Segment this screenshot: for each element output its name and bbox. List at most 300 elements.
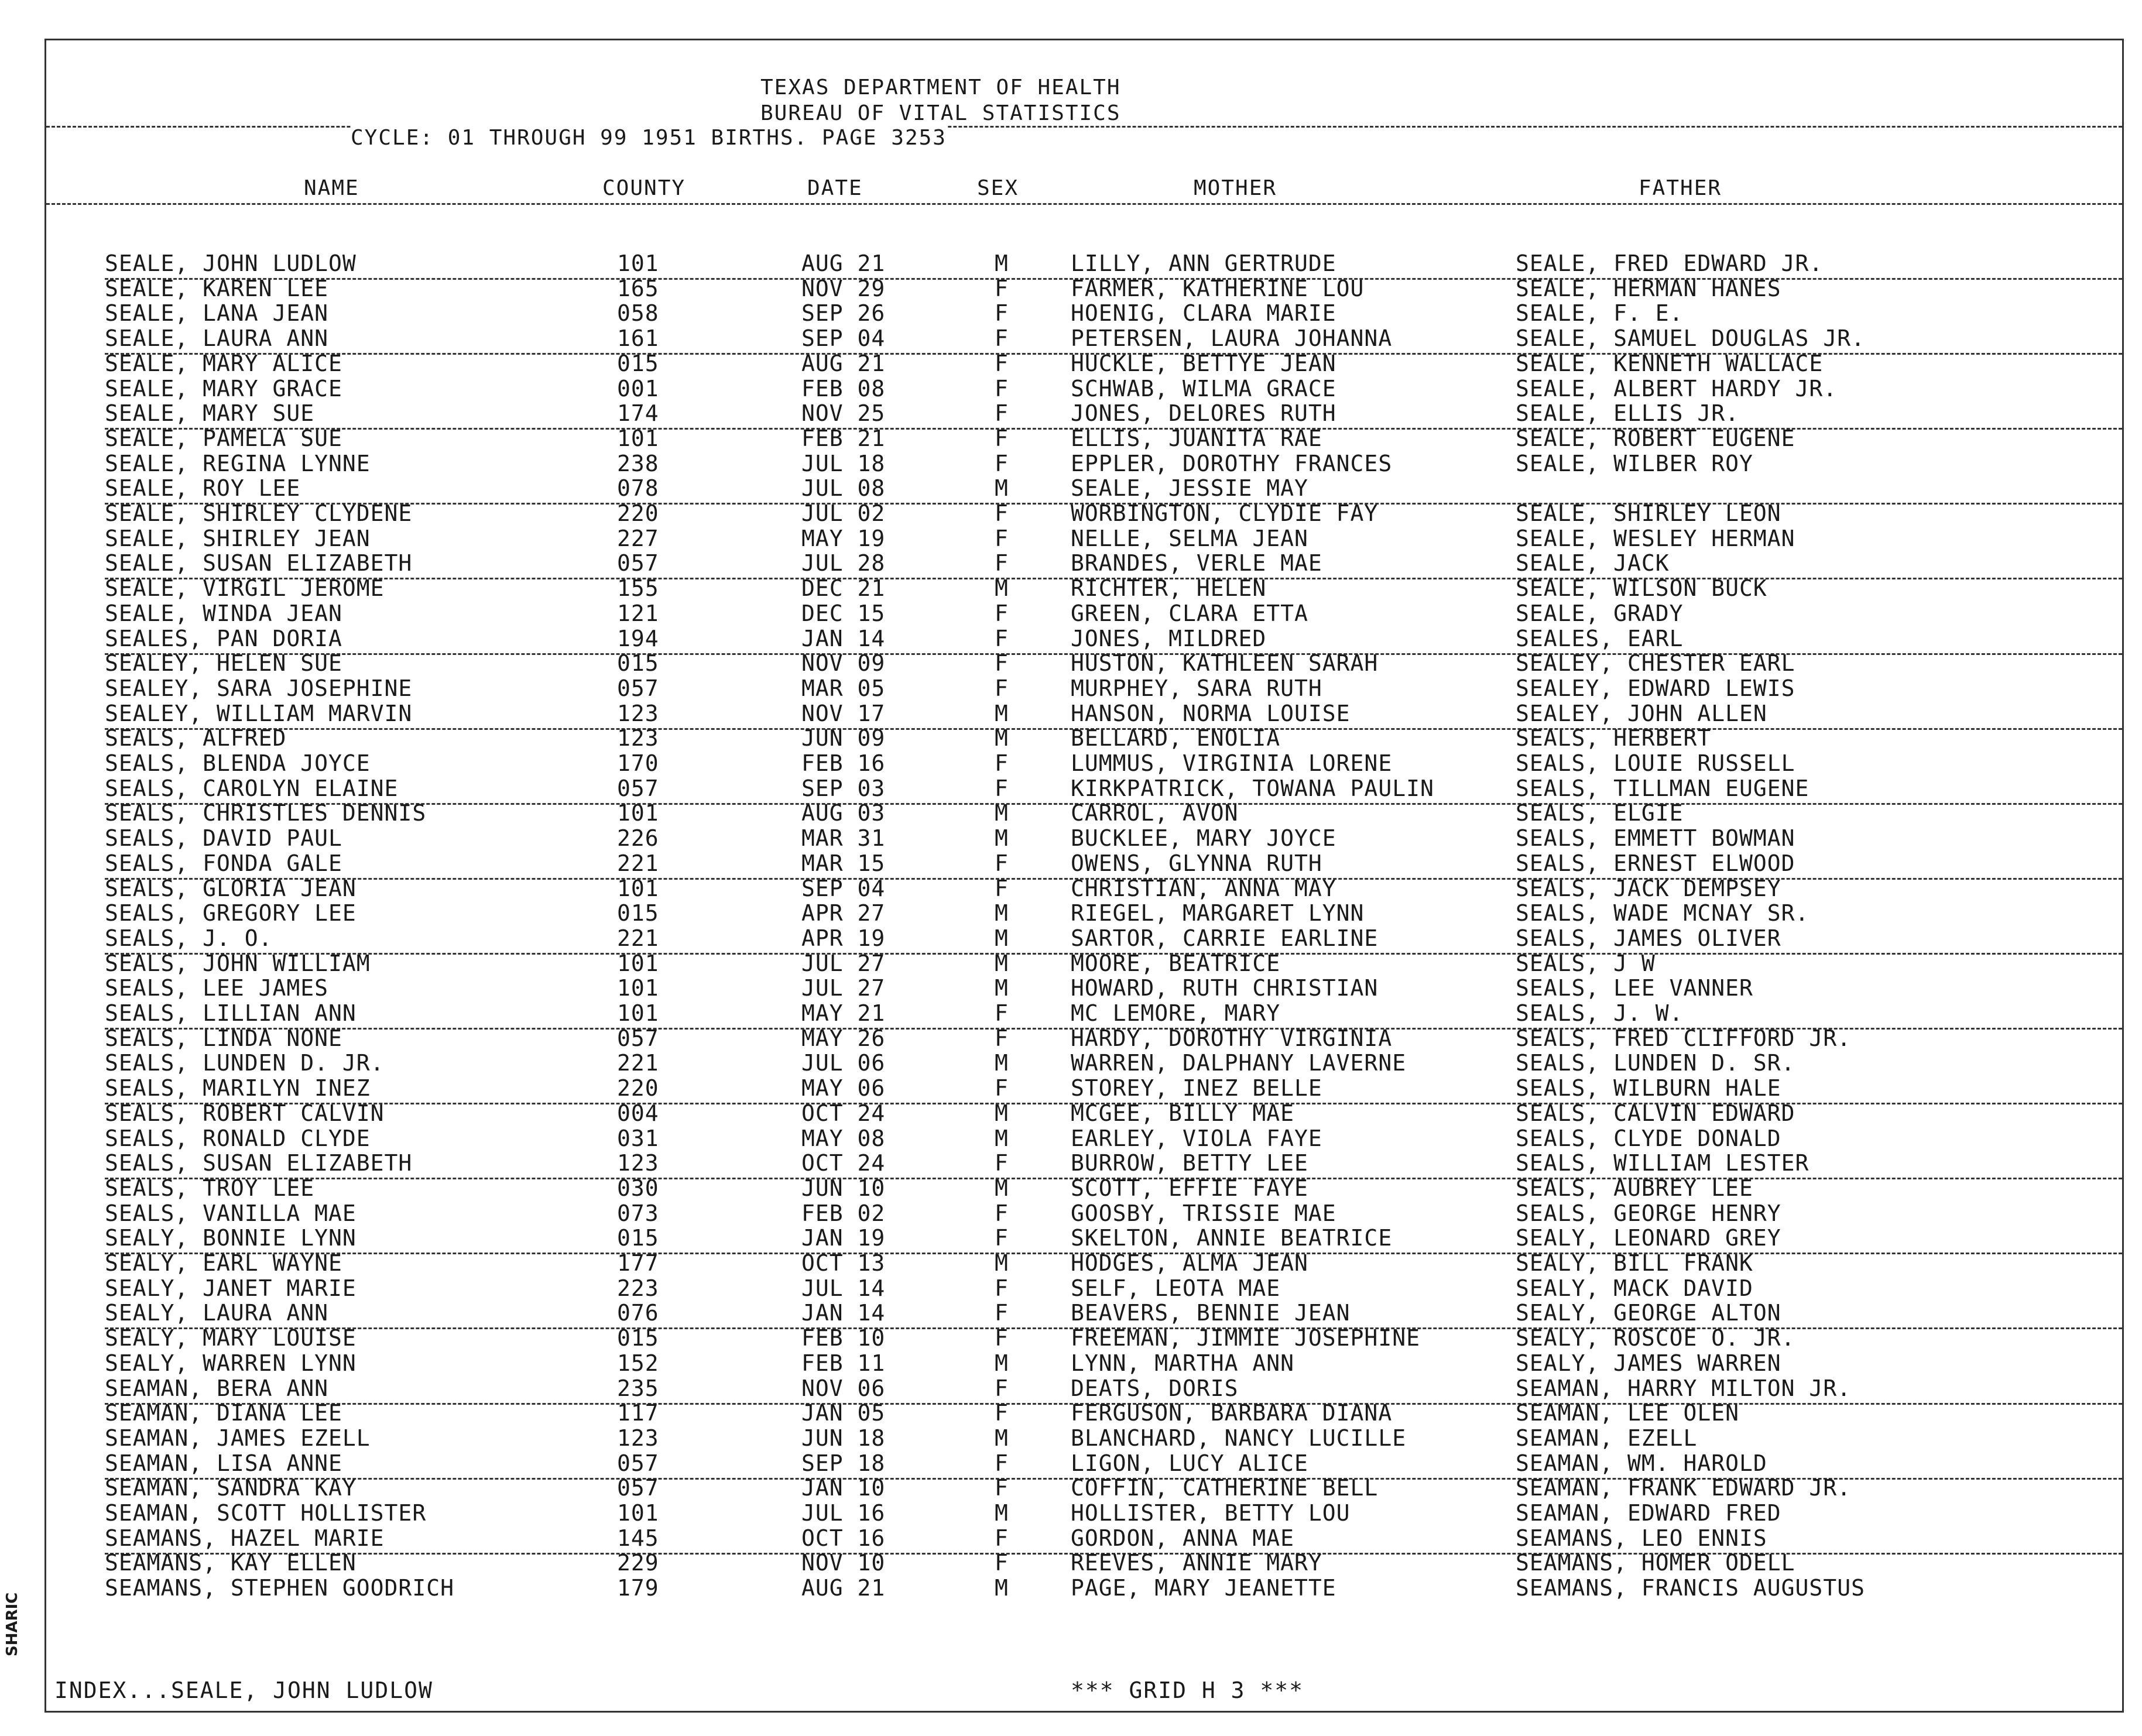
row-date: JUL 14 bbox=[801, 1275, 886, 1301]
column-header-name: NAME bbox=[304, 176, 359, 200]
row-mother: BELLARD, ENOLIA bbox=[1071, 725, 1281, 752]
row-county: 057 bbox=[617, 1450, 659, 1476]
row-mother: LIGON, LUCY ALICE bbox=[1071, 1450, 1308, 1476]
table-row bbox=[46, 502, 2122, 527]
row-mother: MCGEE, BILLY MAE bbox=[1071, 1100, 1295, 1126]
row-mother: GORDON, ANNA MAE bbox=[1071, 1525, 1295, 1551]
row-date: JAN 05 bbox=[801, 1400, 886, 1426]
table-row bbox=[46, 375, 2122, 403]
row-sex: F bbox=[995, 675, 1009, 701]
row-name: SEAMAN, JAMES EZELL bbox=[105, 1425, 371, 1451]
row-sex: F bbox=[995, 600, 1009, 626]
row-date: FEB 16 bbox=[801, 750, 886, 776]
table-row bbox=[46, 1127, 2122, 1152]
row-county: 161 bbox=[617, 325, 659, 352]
table-row bbox=[46, 1002, 2122, 1027]
row-date: SEP 04 bbox=[801, 325, 886, 352]
row-sex: F bbox=[995, 1400, 1009, 1426]
row-county: 101 bbox=[617, 950, 659, 976]
row-name: SEALE, LAURA ANN bbox=[105, 325, 329, 352]
table-row bbox=[46, 302, 2122, 327]
row-sex: M bbox=[995, 251, 1009, 276]
row-name: SEALS, MARILYN INEZ bbox=[105, 1075, 371, 1102]
row-sex: M bbox=[995, 1250, 1009, 1276]
row-mother: JONES, DELORES RUTH bbox=[1071, 400, 1336, 427]
table-row bbox=[46, 1327, 2122, 1352]
row-mother: GOOSBY, TRISSIE MAE bbox=[1071, 1200, 1336, 1226]
row-mother: SELF, LEOTA MAE bbox=[1071, 1275, 1281, 1301]
row-county: 117 bbox=[617, 1400, 659, 1426]
row-name: SEAMAN, LISA ANNE bbox=[105, 1450, 342, 1476]
row-sex: M bbox=[995, 725, 1009, 752]
table-row bbox=[46, 1052, 2122, 1077]
row-father: SEALE, JACK bbox=[1516, 550, 1670, 577]
row-father: SEALS, LOUIE RUSSELL bbox=[1516, 750, 1795, 776]
row-name: SEALS, SUSAN ELIZABETH bbox=[105, 1150, 413, 1176]
row-county: 001 bbox=[617, 375, 659, 402]
row-mother: SCOTT, EFFIE FAYE bbox=[1071, 1175, 1308, 1201]
table-row bbox=[46, 877, 2122, 903]
table-row bbox=[46, 1552, 2122, 1577]
row-name: SEALE, PAMELA SUE bbox=[105, 425, 342, 451]
table-row bbox=[46, 1502, 2122, 1527]
row-name: SEALS, VANILLA MAE bbox=[105, 1200, 357, 1226]
row-name: SEALS, LUNDEN D. JR. bbox=[105, 1050, 385, 1076]
column-header-mother: MOTHER bbox=[1194, 176, 1277, 200]
table-row bbox=[46, 727, 2122, 752]
row-father: SEALS, TILLMAN EUGENE bbox=[1516, 775, 1809, 801]
row-date: DEC 15 bbox=[801, 600, 886, 626]
row-father: SEALE, F. E. bbox=[1516, 300, 1684, 327]
row-date: NOV 25 bbox=[801, 400, 886, 427]
row-father: SEAMAN, WM. HAROLD bbox=[1516, 1450, 1767, 1476]
table-row bbox=[46, 977, 2122, 1002]
row-mother: DEATS, DORIS bbox=[1071, 1375, 1239, 1401]
table-row bbox=[46, 1152, 2122, 1177]
table-row bbox=[46, 902, 2122, 927]
row-county: 179 bbox=[617, 1575, 659, 1601]
row-county: 123 bbox=[617, 1425, 659, 1451]
row-mother: WARREN, DALPHANY LAVERNE bbox=[1071, 1050, 1407, 1076]
row-county: 155 bbox=[617, 575, 659, 602]
row-mother: REEVES, ANNIE MARY bbox=[1071, 1550, 1322, 1576]
row-name: SEAMANS, STEPHEN GOODRICH bbox=[105, 1575, 454, 1601]
row-county: 121 bbox=[617, 600, 659, 626]
row-mother: FERGUSON, BARBARA DIANA bbox=[1071, 1400, 1393, 1426]
row-name: SEALEY, WILLIAM MARVIN bbox=[105, 700, 413, 726]
row-father: SEALE, WESLEY HERMAN bbox=[1516, 525, 1795, 551]
row-mother: BLANCHARD, NANCY LUCILLE bbox=[1071, 1425, 1407, 1451]
row-name: SEALY, LAURA ANN bbox=[105, 1300, 329, 1326]
row-date: FEB 08 bbox=[801, 375, 886, 402]
row-county: 101 bbox=[617, 975, 659, 1001]
row-father: SEALS, CLYDE DONALD bbox=[1516, 1125, 1781, 1151]
row-county: 123 bbox=[617, 700, 659, 726]
row-date: JUL 27 bbox=[801, 950, 886, 976]
column-header-date: DATE bbox=[807, 176, 863, 200]
table-row bbox=[46, 702, 2122, 728]
row-date: JAN 14 bbox=[801, 1300, 886, 1326]
row-county: 078 bbox=[617, 475, 659, 502]
row-county: 101 bbox=[617, 425, 659, 451]
row-county: 057 bbox=[617, 1025, 659, 1051]
table-row bbox=[46, 1252, 2122, 1277]
row-sex: F bbox=[995, 750, 1009, 776]
row-county: 101 bbox=[617, 1000, 659, 1026]
row-father: SEALS, LEE VANNER bbox=[1516, 975, 1753, 1001]
table-row bbox=[46, 852, 2122, 877]
row-name: SEAMAN, SANDRA KAY bbox=[105, 1475, 357, 1501]
row-sex: F bbox=[995, 1325, 1009, 1351]
row-date: JAN 19 bbox=[801, 1225, 886, 1251]
row-mother: STOREY, INEZ BELLE bbox=[1071, 1075, 1322, 1102]
row-father: SEALS, EMMETT BOWMAN bbox=[1516, 825, 1795, 852]
table-row bbox=[46, 577, 2122, 602]
row-county: 057 bbox=[617, 675, 659, 701]
column-header-sex: SEX bbox=[977, 176, 1019, 200]
row-father: SEALS, JACK DEMPSEY bbox=[1516, 875, 1781, 901]
row-mother: MC LEMORE, MARY bbox=[1071, 1000, 1281, 1026]
row-mother: CHRISTIAN, ANNA MAY bbox=[1071, 875, 1336, 901]
row-county: 177 bbox=[617, 1250, 659, 1276]
row-name: SEALS, FONDA GALE bbox=[105, 850, 342, 876]
row-father: SEALY, MACK DAVID bbox=[1516, 1275, 1753, 1301]
row-date: JUL 08 bbox=[801, 475, 886, 502]
row-father: SEALS, JAMES OLIVER bbox=[1516, 925, 1781, 951]
row-mother: GREEN, CLARA ETTA bbox=[1071, 600, 1308, 626]
row-sex: M bbox=[995, 475, 1009, 502]
table-row bbox=[46, 952, 2122, 977]
row-sex: M bbox=[995, 800, 1009, 826]
row-sex: M bbox=[995, 950, 1009, 976]
row-mother: HOLLISTER, BETTY LOU bbox=[1071, 1500, 1351, 1526]
table-row bbox=[46, 1577, 2122, 1602]
footer-index: INDEX...SEALE, JOHN LUDLOW bbox=[54, 1677, 433, 1703]
row-father: SEALS, LUNDEN D. SR. bbox=[1516, 1050, 1795, 1076]
row-sex: F bbox=[995, 325, 1009, 352]
row-father: SEALEY, EDWARD LEWIS bbox=[1516, 675, 1795, 701]
table-row bbox=[46, 252, 2122, 277]
row-sex: F bbox=[995, 375, 1009, 402]
row-father: SEAMAN, HARRY MILTON JR. bbox=[1516, 1375, 1852, 1401]
row-county: 229 bbox=[617, 1550, 659, 1576]
table-row bbox=[46, 1477, 2122, 1502]
row-father: SEALE, WILBER ROY bbox=[1516, 450, 1753, 476]
column-header-rule bbox=[46, 203, 2122, 205]
row-date: OCT 13 bbox=[801, 1250, 886, 1276]
row-name: SEALS, DAVID PAUL bbox=[105, 825, 342, 852]
row-mother: KIRKPATRICK, TOWANA PAULIN bbox=[1071, 775, 1434, 801]
row-name: SEALY, WARREN LYNN bbox=[105, 1350, 357, 1376]
row-date: SEP 26 bbox=[801, 300, 886, 327]
row-name: SEALES, PAN DORIA bbox=[105, 625, 342, 651]
row-mother: NELLE, SELMA JEAN bbox=[1071, 525, 1308, 551]
row-mother: HODGES, ALMA JEAN bbox=[1071, 1250, 1308, 1276]
row-name: SEALE, VIRGIL JEROME bbox=[105, 575, 385, 602]
row-father: SEAMANS, HOMER ODELL bbox=[1516, 1550, 1795, 1576]
row-name: SEALY, BONNIE LYNN bbox=[105, 1225, 357, 1251]
row-mother: PAGE, MARY JEANETTE bbox=[1071, 1575, 1336, 1601]
row-date: NOV 29 bbox=[801, 275, 886, 301]
row-county: 235 bbox=[617, 1375, 659, 1401]
row-father: SEALS, GEORGE HENRY bbox=[1516, 1200, 1781, 1226]
document-sheet bbox=[44, 39, 2124, 1713]
row-father: SEAMAN, EDWARD FRED bbox=[1516, 1500, 1781, 1526]
row-sex: M bbox=[995, 900, 1009, 927]
row-sex: M bbox=[995, 1575, 1009, 1601]
table-row bbox=[46, 552, 2122, 577]
row-sex: M bbox=[995, 975, 1009, 1001]
table-row bbox=[46, 1077, 2122, 1102]
row-date: FEB 10 bbox=[801, 1325, 886, 1351]
row-date: NOV 17 bbox=[801, 700, 886, 726]
row-father: SEALEY, CHESTER EARL bbox=[1516, 650, 1795, 677]
row-sex: F bbox=[995, 1025, 1009, 1051]
row-date: AUG 03 bbox=[801, 800, 886, 826]
row-date: MAY 08 bbox=[801, 1125, 886, 1151]
row-mother: SKELTON, ANNIE BEATRICE bbox=[1071, 1225, 1393, 1251]
row-father: SEALS, AUBREY LEE bbox=[1516, 1175, 1753, 1201]
row-county: 030 bbox=[617, 1175, 659, 1201]
row-name: SEAMAN, BERA ANN bbox=[105, 1375, 329, 1401]
row-name: SEAMANS, KAY ELLEN bbox=[105, 1550, 357, 1576]
row-county: 226 bbox=[617, 825, 659, 852]
row-county: 152 bbox=[617, 1350, 659, 1376]
row-date: MAR 15 bbox=[801, 850, 886, 876]
row-father: SEALS, WADE MCNAY SR. bbox=[1516, 900, 1809, 927]
row-father: SEALS, WILLIAM LESTER bbox=[1516, 1150, 1809, 1176]
row-mother: ELLIS, JUANITA RAE bbox=[1071, 425, 1322, 451]
row-date: JUN 18 bbox=[801, 1425, 886, 1451]
table-row bbox=[46, 652, 2122, 677]
table-row bbox=[46, 1402, 2122, 1427]
row-date: NOV 09 bbox=[801, 650, 886, 677]
row-father: SEALE, KENNETH WALLACE bbox=[1516, 350, 1824, 376]
row-date: FEB 21 bbox=[801, 425, 886, 451]
table-row bbox=[46, 927, 2122, 952]
table-row bbox=[46, 527, 2122, 553]
row-mother: BRANDES, VERLE MAE bbox=[1071, 550, 1322, 577]
row-father: SEALE, ALBERT HARDY JR. bbox=[1516, 375, 1838, 402]
row-father: SEALEY, JOHN ALLEN bbox=[1516, 700, 1767, 726]
row-name: SEALE, MARY ALICE bbox=[105, 350, 342, 376]
row-sex: F bbox=[995, 875, 1009, 901]
row-name: SEAMANS, HAZEL MARIE bbox=[105, 1525, 385, 1551]
row-sex: F bbox=[995, 1075, 1009, 1102]
row-sex: F bbox=[995, 1150, 1009, 1176]
row-sex: M bbox=[995, 1100, 1009, 1126]
row-date: SEP 18 bbox=[801, 1450, 886, 1476]
row-father: SEALS, HERBERT bbox=[1516, 725, 1712, 752]
row-name: SEALE, JOHN LUDLOW bbox=[105, 251, 357, 276]
row-sex: F bbox=[995, 850, 1009, 876]
row-date: DEC 21 bbox=[801, 575, 886, 602]
row-mother: LILLY, ANN GERTRUDE bbox=[1071, 251, 1336, 276]
row-mother: FREEMAN, JIMMIE JOSEPHINE bbox=[1071, 1325, 1420, 1351]
row-date: APR 27 bbox=[801, 900, 886, 927]
row-father: SEALE, ROBERT EUGENE bbox=[1516, 425, 1795, 451]
row-name: SEALS, GLORIA JEAN bbox=[105, 875, 357, 901]
table-row bbox=[46, 402, 2122, 427]
row-mother: CARROL, AVON bbox=[1071, 800, 1239, 826]
row-sex: M bbox=[995, 1350, 1009, 1376]
row-mother: MURPHEY, SARA RUTH bbox=[1071, 675, 1322, 701]
row-date: OCT 16 bbox=[801, 1525, 886, 1551]
table-row bbox=[46, 1102, 2122, 1127]
row-date: AUG 21 bbox=[801, 350, 886, 376]
column-header-county: COUNTY bbox=[602, 176, 686, 200]
row-county: 221 bbox=[617, 1050, 659, 1076]
row-date: MAY 06 bbox=[801, 1075, 886, 1102]
row-mother: LUMMUS, VIRGINIA LORENE bbox=[1071, 750, 1393, 776]
header-line-1: TEXAS DEPARTMENT OF HEALTH bbox=[760, 76, 1121, 100]
table-row bbox=[46, 752, 2122, 777]
row-sex: F bbox=[995, 450, 1009, 476]
row-sex: F bbox=[995, 1225, 1009, 1251]
row-father: SEALY, BILL FRANK bbox=[1516, 1250, 1753, 1276]
row-county: 221 bbox=[617, 925, 659, 951]
row-name: SEALE, MARY GRACE bbox=[105, 375, 342, 402]
row-name: SEALEY, SARA JOSEPHINE bbox=[105, 675, 413, 701]
row-father: SEALY, JAMES WARREN bbox=[1516, 1350, 1781, 1376]
header-line-2: BUREAU OF VITAL STATISTICS bbox=[760, 101, 1121, 125]
row-county: 057 bbox=[617, 1475, 659, 1501]
row-name: SEALE, SUSAN ELIZABETH bbox=[105, 550, 413, 577]
row-date: SEP 04 bbox=[801, 875, 886, 901]
row-sex: M bbox=[995, 700, 1009, 726]
row-mother: HARDY, DOROTHY VIRGINIA bbox=[1071, 1025, 1393, 1051]
row-mother: MOORE, BEATRICE bbox=[1071, 950, 1281, 976]
row-date: JUL 28 bbox=[801, 550, 886, 577]
table-row bbox=[46, 477, 2122, 502]
row-county: 220 bbox=[617, 1075, 659, 1102]
row-mother: RIEGEL, MARGARET LYNN bbox=[1071, 900, 1365, 927]
row-date: AUG 21 bbox=[801, 1575, 886, 1601]
row-date: JUL 02 bbox=[801, 500, 886, 526]
row-county: 015 bbox=[617, 650, 659, 677]
row-name: SEALE, KAREN LEE bbox=[105, 275, 329, 301]
row-date: FEB 11 bbox=[801, 1350, 886, 1376]
row-sex: F bbox=[995, 525, 1009, 551]
row-county: 238 bbox=[617, 450, 659, 476]
row-sex: F bbox=[995, 1550, 1009, 1576]
row-father: SEALS, ELGIE bbox=[1516, 800, 1684, 826]
row-county: 227 bbox=[617, 525, 659, 551]
row-mother: COFFIN, CATHERINE BELL bbox=[1071, 1475, 1379, 1501]
row-father: SEALS, WILBURN HALE bbox=[1516, 1075, 1781, 1102]
row-name: SEALY, MARY LOUISE bbox=[105, 1325, 357, 1351]
row-county: 101 bbox=[617, 800, 659, 826]
row-name: SEALS, LINDA NONE bbox=[105, 1025, 342, 1051]
row-father: SEALE, HERMAN HANES bbox=[1516, 275, 1781, 301]
row-name: SEALS, LEE JAMES bbox=[105, 975, 329, 1001]
row-date: JUN 10 bbox=[801, 1175, 886, 1201]
row-father: SEALE, SHIRLEY LEON bbox=[1516, 500, 1781, 526]
row-date: JAN 14 bbox=[801, 625, 886, 651]
row-date: MAY 19 bbox=[801, 525, 886, 551]
row-mother: SEALE, JESSIE MAY bbox=[1071, 475, 1308, 502]
table-row bbox=[46, 777, 2122, 802]
row-father: SEALS, J. W. bbox=[1516, 1000, 1684, 1026]
row-sex: M bbox=[995, 1500, 1009, 1526]
table-row bbox=[46, 1452, 2122, 1477]
row-county: 004 bbox=[617, 1100, 659, 1126]
row-sex: F bbox=[995, 1000, 1009, 1026]
row-county: 194 bbox=[617, 625, 659, 651]
row-father: SEALS, ERNEST ELWOOD bbox=[1516, 850, 1795, 876]
row-county: 101 bbox=[617, 251, 659, 276]
row-date: JUL 18 bbox=[801, 450, 886, 476]
row-father: SEALS, FRED CLIFFORD JR. bbox=[1516, 1025, 1852, 1051]
row-sex: F bbox=[995, 625, 1009, 651]
row-date: JUL 06 bbox=[801, 1050, 886, 1076]
table-row bbox=[46, 1352, 2122, 1377]
row-mother: SARTOR, CARRIE EARLINE bbox=[1071, 925, 1379, 951]
row-name: SEALS, GREGORY LEE bbox=[105, 900, 357, 927]
row-sex: M bbox=[995, 575, 1009, 602]
table-row bbox=[46, 677, 2122, 702]
row-sex: M bbox=[995, 1125, 1009, 1151]
row-county: 145 bbox=[617, 1525, 659, 1551]
row-county: 123 bbox=[617, 725, 659, 752]
row-name: SEALS, ROBERT CALVIN bbox=[105, 1100, 385, 1126]
row-date: MAR 31 bbox=[801, 825, 886, 852]
row-date: NOV 06 bbox=[801, 1375, 886, 1401]
row-father: SEAMAN, FRANK EDWARD JR. bbox=[1516, 1475, 1852, 1501]
row-name: SEALE, REGINA LYNNE bbox=[105, 450, 371, 476]
row-name: SEALY, JANET MARIE bbox=[105, 1275, 357, 1301]
row-date: NOV 10 bbox=[801, 1550, 886, 1576]
row-sex: M bbox=[995, 1425, 1009, 1451]
table-row bbox=[46, 1427, 2122, 1452]
row-mother: LYNN, MARTHA ANN bbox=[1071, 1350, 1295, 1376]
row-county: 076 bbox=[617, 1300, 659, 1326]
row-county: 015 bbox=[617, 1325, 659, 1351]
row-sex: F bbox=[995, 425, 1009, 451]
row-father: SEAMANS, FRANCIS AUGUSTUS bbox=[1516, 1575, 1865, 1601]
row-father: SEALY, GEORGE ALTON bbox=[1516, 1300, 1781, 1326]
table-row bbox=[46, 427, 2122, 452]
row-county: 223 bbox=[617, 1275, 659, 1301]
row-county: 123 bbox=[617, 1150, 659, 1176]
table-row bbox=[46, 1377, 2122, 1402]
row-mother: HOWARD, RUTH CHRISTIAN bbox=[1071, 975, 1379, 1001]
row-name: SEAMAN, DIANA LEE bbox=[105, 1400, 342, 1426]
row-mother: HUCKLE, BETTYE JEAN bbox=[1071, 350, 1336, 376]
row-name: SEALE, SHIRLEY JEAN bbox=[105, 525, 371, 551]
row-date: MAR 05 bbox=[801, 675, 886, 701]
row-father: SEALY, LEONARD GREY bbox=[1516, 1225, 1781, 1251]
row-sex: M bbox=[995, 825, 1009, 852]
row-sex: M bbox=[995, 1050, 1009, 1076]
row-county: 220 bbox=[617, 500, 659, 526]
row-father: SEAMAN, EZELL bbox=[1516, 1425, 1698, 1451]
row-date: FEB 02 bbox=[801, 1200, 886, 1226]
row-date: SEP 03 bbox=[801, 775, 886, 801]
row-name: SEALS, CAROLYN ELAINE bbox=[105, 775, 399, 801]
row-county: 031 bbox=[617, 1125, 659, 1151]
table-row bbox=[46, 827, 2122, 852]
row-name: SEALE, ROY LEE bbox=[105, 475, 301, 502]
row-father: SEALE, SAMUEL DOUGLAS JR. bbox=[1516, 325, 1865, 352]
row-father: SEAMANS, LEO ENNIS bbox=[1516, 1525, 1767, 1551]
row-father: SEALY, ROSCOE O. JR. bbox=[1516, 1325, 1795, 1351]
table-row bbox=[46, 1302, 2122, 1327]
row-name: SEALE, MARY SUE bbox=[105, 400, 315, 427]
row-mother: PETERSEN, LAURA JOHANNA bbox=[1071, 325, 1393, 352]
table-row bbox=[46, 1227, 2122, 1252]
table-row bbox=[46, 1177, 2122, 1202]
